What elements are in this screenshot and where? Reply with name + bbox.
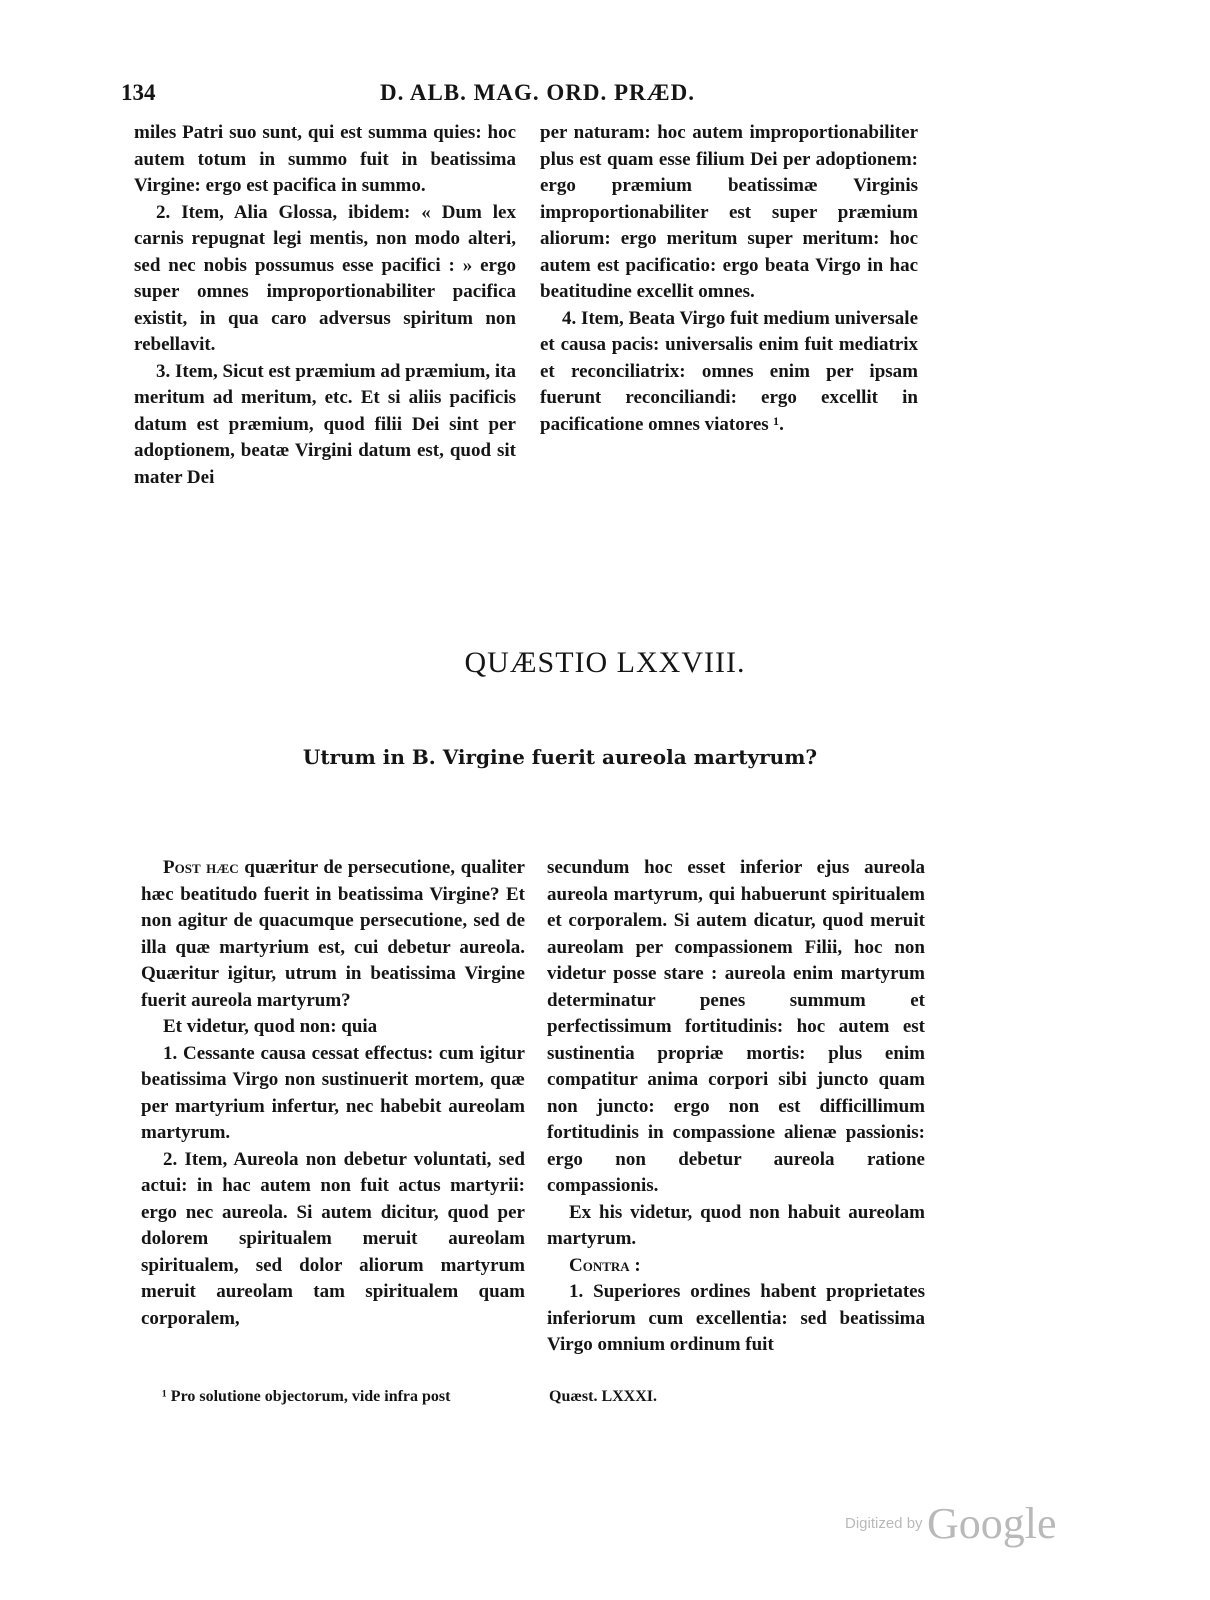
intro-text: quæritur de persecutione, qualiter hæc beatitudo fuerit in beatissima Virgine? Et non agitur de quacumque persecutione, sed de illa quæ martyrium est, cui debetur aureola. Quæritur igitur, utrum in beatissima Virgine fuerit aureola martyrum? [141, 857, 525, 1011]
google-logo: Google [927, 1499, 1057, 1548]
question-title: QUÆSTIO LXXVIII. [464, 646, 746, 679]
paragraph: 2. Item, Aureola non debetur voluntati, sed actui: in hac autem non fuit actus martyrii: ergo nec aureola. Si autem dicitur, quod per dolorem spiritualem meruit aureolam spiritualem, sed dolor aliorum martyrum meruit aureolam tam spiritualem quam corporalem, [141, 1148, 525, 1329]
top-left-column [134, 120, 516, 491]
paragraph: 1. Superiores ordines habent proprietates inferiorum cum excellentia: sed beatissima Virgo omnium ordinum fuit [547, 1281, 925, 1355]
bottom-right-column [547, 855, 925, 1359]
intro-smallcaps: Post hæc [163, 857, 239, 878]
paragraph: miles Patri suo sunt, qui est summa quies: hoc autem totum in summo fuit in beatissima Virgine: ergo est pacifica in summo. [134, 122, 516, 196]
footnote-right: Quæst. LXXXI. [549, 1388, 658, 1405]
intro-paragraph [141, 855, 525, 1014]
digitized-watermark [845, 1498, 1057, 1549]
paragraph: Et videtur, quod non: quia [163, 1016, 378, 1037]
paragraph: 2. Item, Alia Glossa, ibidem: « Dum lex carnis repugnat legi mentis, non modo alteri, sed nec nobis possumus esse pacifici : » ergo super omnes improportionabiliter pacifica existit, in qua caro adversus spiritum non rebellavit. [134, 201, 516, 355]
paragraph: 3. Item, Sicut est præmium ad præmium, ita meritum ad meritum, etc. Et si aliis pacificis datum est præmium, quod filii Dei sint per adoptionem, beatæ Virgini datum est, quod sit mater Dei [134, 360, 516, 488]
contra-heading: Contra : [569, 1254, 641, 1276]
watermark-prefix: Digitized by [845, 1515, 923, 1532]
bottom-left-column [141, 855, 525, 1332]
question-subtitle: Utrum in B. Virgine fuerit aureola martyrum? [302, 745, 818, 769]
paragraph: per naturam: hoc autem improportionabiliter plus est quam esse filium Dei per adoptionem: ergo præmium beatissimæ Virginis improportionabiliter est super præmium aliorum: ergo meritum super meritum: hoc autem est pacificatio: ergo beata Virgo in hac beatitudine excellit omnes. [540, 122, 918, 302]
running-head: D. ALB. MAG. ORD. PRÆD. [380, 80, 695, 105]
paragraph: 4. Item, Beata Virgo fuit medium universale et causa pacis: universalis enim fuit mediatrix et reconciliatrix: omnes enim per ipsam fuerunt reconciliandi: ergo excellit in pacificatione omnes viatores ¹. [540, 307, 918, 435]
footnote-left: ¹ Pro solutione objectorum, vide infra post [162, 1388, 451, 1405]
paragraph: Ex his videtur, quod non habuit aureolam martyrum. [547, 1201, 925, 1249]
top-right-column [540, 120, 918, 438]
paragraph: secundum hoc esset inferior ejus aureola aureola martyrum, qui habuerunt spiritualem et corporalem. Si autem dicatur, quod meruit aureolam per compassionem Filii, hoc non videtur posse stare : aureola enim martyrum determinatur penes summum et perfectissimum fortitudinis: hoc autem est sustinentia propriæ mortis: plus enim compatitur anima corpori sibi juncto quam non juncto: ergo non est difficillimum fortitudinis in compassione alienæ passionis: ergo non debetur aureola ratione compassionis. [547, 857, 925, 1196]
paragraph: 1. Cessante causa cessat effectus: cum igitur beatissima Virgo non sustinuerit mortem, quæ per martyrium infertur, nec habebit aureolam martyrum. [141, 1042, 525, 1143]
page-number: 134 [121, 80, 156, 105]
